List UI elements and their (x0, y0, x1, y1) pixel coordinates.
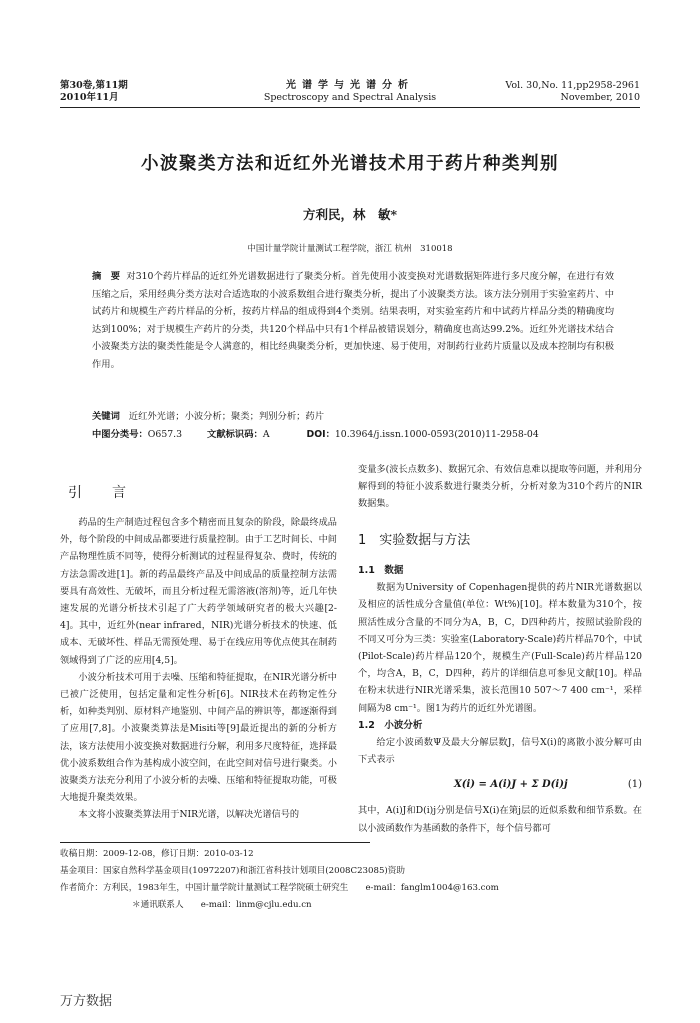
journal-name-cn: 光谱学与光谱分析 (286, 80, 414, 91)
corresponding-author: ＊通讯联系人 e-mail：linm@cjlu.edu.cn (132, 900, 312, 910)
intro-continued-paragraph: 变量多(波长点数多)、数据冗余、有效信息难以提取等问题，并利用分解得到的特征小波系数进行聚类分析，分析对象为310个药片的NIR数据集。 (358, 464, 642, 510)
clc-label: 中图分类号： (92, 429, 148, 440)
doi-label: DOI： (306, 429, 335, 440)
fund-info: 基金项目：国家自然科学基金项目(10972207)和浙江省科技计划项目(2008C23085)资助 (60, 866, 405, 876)
wanfang-watermark: 万方数据 (60, 994, 113, 1009)
keywords-label: 关键词 (92, 411, 120, 422)
received-date: 收稿日期：2009-12-08，修订日期：2010-03-12 (60, 849, 254, 859)
clc-value: O657.3 (147, 429, 183, 440)
doc-code-label: 文献标识码： (207, 429, 263, 440)
right-column-top (358, 461, 642, 513)
author-bio: 作者简介：方利民，1983年生，中国计量学院计量测试工程学院硕士研究生 e-mail：fanglm1004@163.com (60, 883, 499, 893)
wavelet-paragraph: 给定小波函数Ψ及最大分解层数J，信号X(i)的离散小波分解可由下式表示 (358, 737, 642, 766)
footnotes (60, 846, 640, 914)
journal-citation (505, 80, 640, 104)
doc-code-value: A (262, 429, 270, 440)
subsection-1-1: 1.1 数据 (358, 565, 404, 576)
subsection-1-2: 1.2 小波分析 (358, 719, 423, 731)
date-line: 2010年11月 (60, 92, 119, 103)
header-rule (60, 107, 640, 108)
citation-line: Vol. 30,No. 11,pp2958-2961 (505, 80, 640, 91)
keywords-text: 近红外光谱；小波分析；聚类；判别分析；药片 (128, 411, 325, 422)
doi-value: 10.3964/j.issn.1000-0593(2010)11-2958-04 (334, 429, 539, 440)
author-affiliation: 中国计量学院计量测试工程学院，浙江 杭州 310018 (247, 244, 453, 254)
wavelet-paragraph-2: 其中，A(i)J和D(i)j分别是信号X(i)在第j层的近似系数和细节系数。在以小波函数作为基函数的条件下，每个信号都可 (358, 805, 642, 834)
month-line: November, 2010 (560, 92, 640, 103)
section-heading-intro: 引 言 (68, 485, 134, 501)
journal-name-en: Spectroscopy and Spectral Analysis (263, 92, 437, 103)
abstract-text: 对310个药片样品的近红外光谱数据进行了聚类分析。首先使用小波变换对光谱数据矩阵进行多尺度分解，在进行有效压缩之后，采用经典分类方法对合适选取的小波系数组合进行聚类分析，提出了小波聚类方法。该方法分别用于实验室药片、中试药片和规模生产药片样品的分析，按药片样品的组成得到4个类别。结果表明，对实验室药片和中试药片样品分类的精确度均达到100%；对于规模生产药片的分类，共120个样品中只有1个样品被错误划分，精确度也高达99.2%。近红外光谱技术结合小波聚类方法的聚类性能是令人满意的，相比经典聚类分析，更加快速、易于使用，对制药行业药片质量以及成本控制均有积极作用。 (92, 271, 614, 370)
footnote-rule (60, 842, 370, 843)
paper-authors: 方利民，林 敏* (302, 207, 398, 222)
keywords (92, 408, 614, 425)
paper-title: 小波聚类方法和近红外光谱技术用于药片种类判别 (141, 154, 559, 174)
left-column (60, 514, 337, 824)
abstract-label: 摘 要 (92, 271, 121, 282)
abstract (92, 268, 614, 373)
section-heading-1: 1 实验数据与方法 (358, 533, 471, 548)
equation-1 (358, 768, 642, 802)
classification-line (92, 426, 614, 443)
volume-issue-line: 第30卷,第11期 (60, 80, 128, 91)
intro-paragraph-1: 药品的生产制造过程包含多个精密而且复杂的阶段，除最终成品外，每个阶段的中间成品都要进行质量控制。由于工艺时间长、中间产品物理性质不同等，使得分析测试的过程显得复杂、费时，传统的方法急需改进[1]。新的药品最终产品及中间成品的质量控制方法需要具有高效性、无破坏，而且分析过程无需溶液(溶剂)等，近几年快速发展的光谱分析技术引起了广大药学领域研究者的极大兴趣[2-4]。其中，近红外(near infrared，NIR)光谱分析技术的快速、低成本、无破坏性、样品无需预处理、易于在线应用等优点使其在制药领域得到了广泛的应用[4,5]。 (60, 517, 337, 666)
data-paragraph: 数据为University of Copenhagen提供的药片NIR光谱数据以及相应的活性成分含量值(单位：Wt%)[10]。样本数量为310个，按照活性成分含量的不同分为A，B，C，D四种药片，按照试验阶段的不同又可分为三类：实验室(Laboratory-Scale)药片样品70个，中试(Pilot-Scale)药片样品120个，规模生产(Full-Scale)药片样品120个，均含A，B，C，D四种，药片的详细信息可参见文献[10]。样品在粉末状进行NIR光谱采集，波长范围10 507～7 400 cm⁻¹，采样间隔为8 cm⁻¹。图1为药片的近红外光谱图。 (358, 582, 642, 714)
equation-1-number: (1) (627, 779, 642, 791)
intro-paragraph-3: 本文将小波聚类算法用于NIR光谱，以解决光谱信号的 (78, 809, 300, 821)
intro-paragraph-2: 小波分析技术可用于去噪、压缩和特征提取，在NIR光谱分析中已被广泛使用，包括定量和定性分析[6]。NIR技术在药物定性分析，如种类判别、原材料产地鉴别、中间产品的辨识等，都逐渐得到了应用[7,8]。小波聚类算法是Misiti等[9]最近提出的新的分析方法，该方法使用小波变换对数据进行分解，利用多尺度特征，选择最优小波系数组合作为基构成小波空间，在此空间对信号进行聚类。小波聚类方法充分利用了小波分析的去噪、压缩和特征提取功能，可极大地提升聚类效果。 (60, 671, 337, 804)
equation-1-body: X(i) = A(i)J + Σ D(i)j (454, 779, 568, 791)
right-column-body (358, 562, 642, 837)
